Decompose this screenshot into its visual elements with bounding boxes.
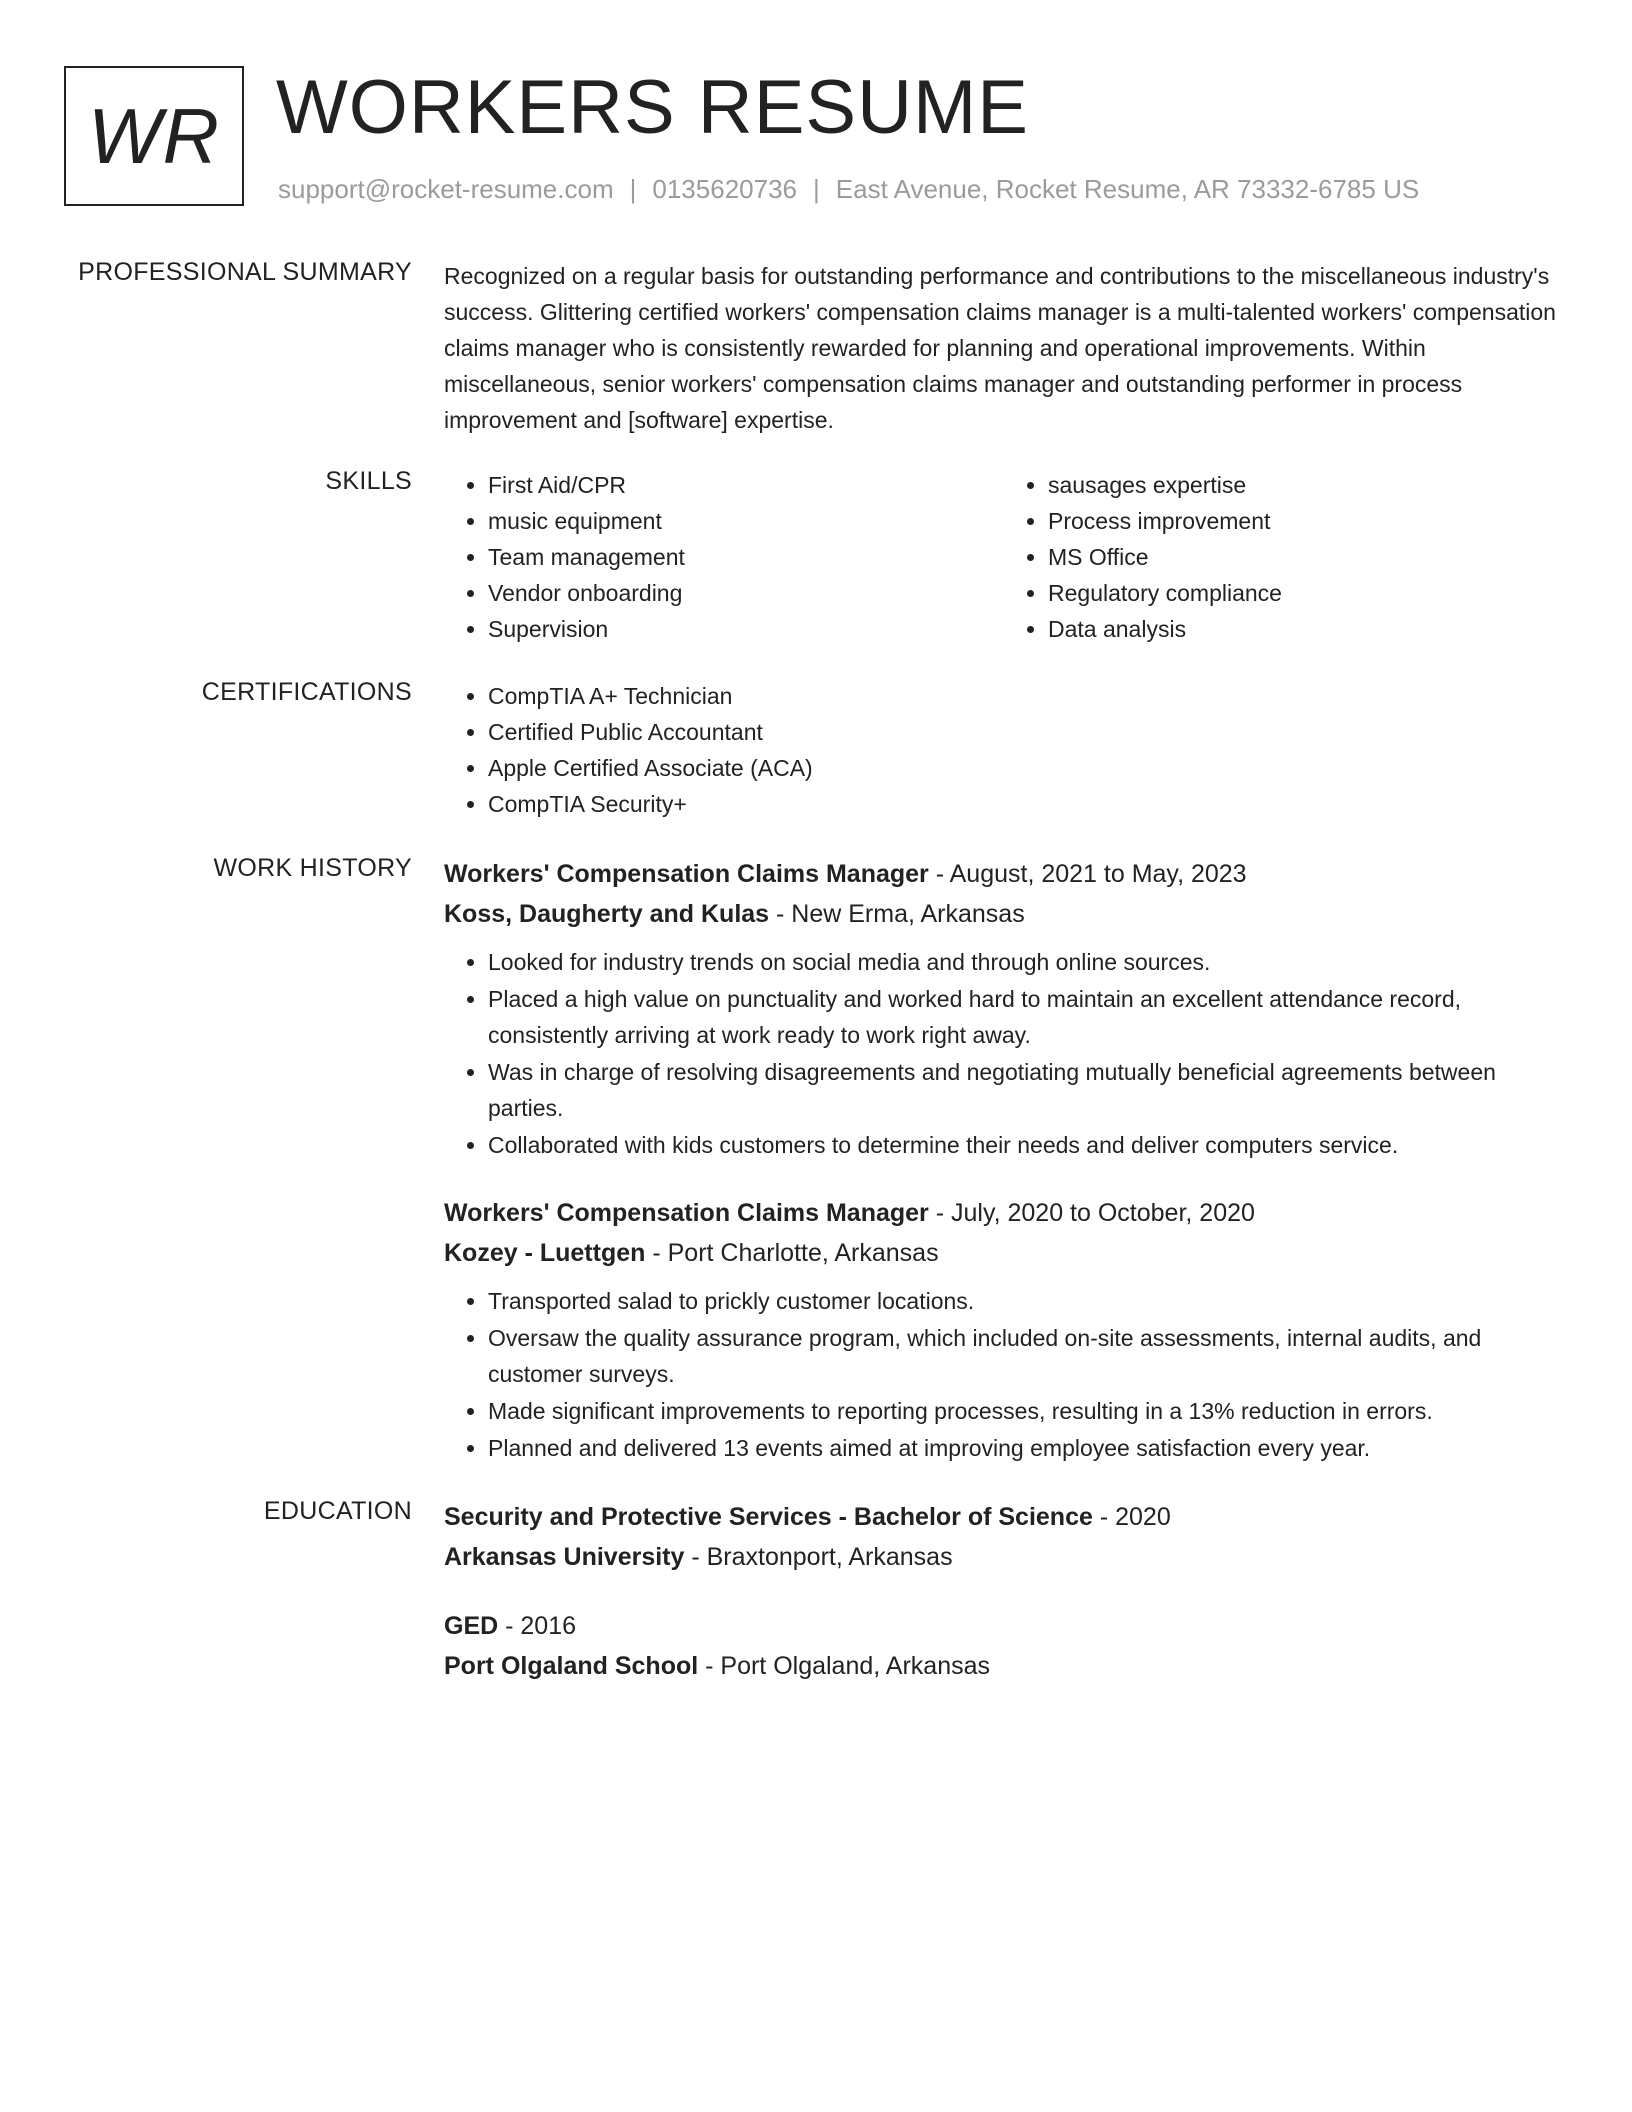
- job-entry: [444, 1193, 1564, 1466]
- resume-header: [64, 66, 1584, 210]
- job-company-line: [444, 894, 1564, 934]
- skill-item: • MS Office: [1048, 539, 1564, 575]
- certifications-list: [444, 678, 1564, 822]
- contact-separator: |: [629, 174, 637, 204]
- contact-phone: 0135620736: [652, 174, 797, 204]
- education-entry: [444, 1606, 1564, 1686]
- education-location: - Braxtonport, Arkansas: [684, 1543, 953, 1571]
- job-bullet: • Placed a high value on punctuality and worked hard to maintain an excellent attendance record, consistently arriving at work ready to work right away.: [488, 981, 1564, 1053]
- job-role: Workers' Compensation Claims Manager: [444, 1199, 929, 1227]
- work-body-2: [444, 1193, 1564, 1467]
- skills-body: [444, 467, 1564, 647]
- certification-item: • Certified Public Accountant: [488, 714, 1564, 750]
- job-company: Kozey - Luettgen: [444, 1239, 646, 1267]
- job-bullets: [444, 944, 1564, 1163]
- skill-item: • Process improvement: [1048, 503, 1564, 539]
- job-bullet: • Collaborated with kids customers to determine their needs and deliver computers service.: [488, 1127, 1564, 1163]
- education-entry: [444, 1497, 1564, 1577]
- skill-item: • Vendor onboarding: [488, 575, 1004, 611]
- job-bullet: • Oversaw the quality assurance program, which included on-site assessments, internal audits, and customer surveys.: [488, 1320, 1564, 1392]
- summary-body: [444, 258, 1564, 438]
- summary-text: Recognized on a regular basis for outstanding performance and contributions to the miscellaneous industry's success. Glittering certified workers' compensation claims manager is a multi-talented workers' compensation claims manager who is consistently rewarded for planning and operational improvements. Within miscellaneous, senior workers' compensation claims manager and outstanding performer in process improvement and [software] expertise.: [444, 263, 1556, 433]
- job-bullet: • Planned and delivered 13 events aimed at improving employee satisfaction every year.: [488, 1430, 1564, 1466]
- contact-line: [278, 174, 1419, 205]
- education-school-line: [444, 1646, 1564, 1686]
- contact-email: support@rocket-resume.com: [278, 174, 614, 204]
- job-role: Workers' Compensation Claims Manager: [444, 860, 929, 888]
- skill-item: • Regulatory compliance: [1048, 575, 1564, 611]
- certification-item: • CompTIA Security+: [488, 786, 1564, 822]
- education-school-line: [444, 1537, 1564, 1577]
- education-year: - 2020: [1092, 1503, 1171, 1531]
- skills-list-left: [444, 467, 1004, 647]
- job-bullet: • Was in charge of resolving disagreements and negotiating mutually beneficial agreements between parties.: [488, 1054, 1564, 1126]
- job-entry: [444, 854, 1564, 1163]
- job-dates: - August, 2021 to May, 2023: [928, 860, 1247, 888]
- job-dates: - July, 2020 to October, 2020: [928, 1199, 1255, 1227]
- contact-separator: |: [813, 174, 820, 204]
- job-bullet: • Transported salad to prickly customer locations.: [488, 1283, 1564, 1319]
- job-company: Koss, Daugherty and Kulas: [444, 900, 770, 928]
- job-title-line: [444, 854, 1564, 894]
- section-title-certifications: CERTIFICATIONS: [201, 678, 412, 706]
- job-location: - Port Charlotte, Arkansas: [645, 1239, 939, 1267]
- education-degree: GED: [444, 1612, 499, 1640]
- job-location: - New Erma, Arkansas: [769, 900, 1025, 928]
- education-body-2: [444, 1606, 1564, 1686]
- section-title-summary: PROFESSIONAL SUMMARY: [78, 258, 412, 286]
- skill-item: • music equipment: [488, 503, 1004, 539]
- education-year: - 2016: [498, 1612, 577, 1640]
- education-degree-line: [444, 1606, 1564, 1646]
- skill-item: • First Aid/CPR: [488, 467, 1004, 503]
- section-title-work: WORK HISTORY: [213, 854, 412, 882]
- skill-item: • Data analysis: [1048, 611, 1564, 647]
- section-title-education: EDUCATION: [263, 1497, 412, 1525]
- job-bullet: • Made significant improvements to reporting processes, resulting in a 13% reduction in errors.: [488, 1393, 1564, 1429]
- skills-list-right: [1004, 467, 1564, 647]
- monogram-logo: WR: [64, 66, 244, 206]
- resume-name: WORKERS RESUME: [276, 65, 1029, 150]
- skill-item: • Team management: [488, 539, 1004, 575]
- skill-item: • Supervision: [488, 611, 1004, 647]
- education-school: Port Olgaland School: [444, 1652, 699, 1680]
- education-location: - Port Olgaland, Arkansas: [698, 1652, 990, 1680]
- certification-item: • Apple Certified Associate (ACA): [488, 750, 1564, 786]
- work-body: [444, 854, 1564, 1164]
- certification-item: • CompTIA A+ Technician: [488, 678, 1564, 714]
- education-school: Arkansas University: [444, 1543, 685, 1571]
- education-degree: Security and Protective Services - Bachelor of Science: [444, 1503, 1093, 1531]
- job-company-line: [444, 1233, 1564, 1273]
- skill-item: • sausages expertise: [1048, 467, 1564, 503]
- contact-address: East Avenue, Rocket Resume, AR 73332-6785 US: [835, 174, 1420, 204]
- section-title-skills: SKILLS: [325, 467, 412, 495]
- education-degree-line: [444, 1497, 1564, 1537]
- job-bullet: • Looked for industry trends on social media and through online sources.: [488, 944, 1564, 980]
- education-body: [444, 1497, 1564, 1577]
- job-bullets: [444, 1283, 1564, 1466]
- certifications-body: [444, 678, 1564, 822]
- job-title-line: [444, 1193, 1564, 1233]
